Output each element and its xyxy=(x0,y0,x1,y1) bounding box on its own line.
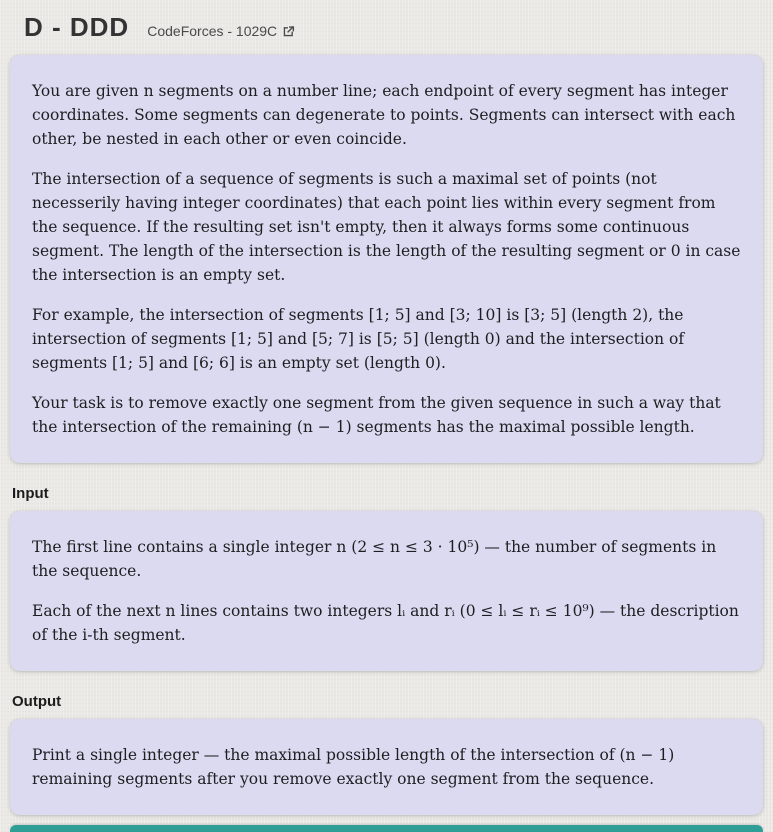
output-label: Output xyxy=(12,693,62,711)
statement-paragraphs xyxy=(32,79,741,439)
input-paragraphs xyxy=(32,535,741,647)
paragraph: The intersection of a sequence of segments is such a maximal set of points (not necesserily having integer coordinates) that each point lies within every segment from the sequence. If the resulting set isn't empty, then it always forms some continuous segment. The length of the intersection is the length of the resulting segment or 0 in case the intersection is an empty set. xyxy=(32,170,741,285)
output-card xyxy=(10,719,763,815)
paragraph: Print a single integer — the maximal possible length of the intersection of (n − 1) remaining segments after you remove exactly one segment from the sequence. xyxy=(32,746,675,789)
paragraph: The first line contains a single integer n (2 ≤ n ≤ 3 · 10⁵) — the number of segments in the sequence. xyxy=(32,538,717,581)
input-card xyxy=(10,511,763,671)
input-label: Input xyxy=(12,485,49,503)
source-link[interactable] xyxy=(147,23,295,39)
header xyxy=(0,0,773,51)
paragraph: Each of the next n lines contains two integers lᵢ and rᵢ (0 ≤ lᵢ ≤ rᵢ ≤ 10⁹) — the description of the i-th segment. xyxy=(32,602,739,645)
paragraph: For example, the intersection of segments [1; 5] and [3; 10] is [3; 5] (length 2), the intersection of segments [1; 5] and [5; 7] is [5; 5] (length 0) and the intersection of segments [1; 5] and [6; 6] is an empty set (length 0). xyxy=(32,306,685,373)
accent-bar xyxy=(10,825,763,832)
paragraph: Your task is to remove exactly one segment from the given sequence in such a way that the intersection of the remaining (n − 1) segments has the maximal possible length. xyxy=(32,394,721,437)
source-label: CodeForces - 1029C xyxy=(147,23,278,39)
page-title: D - DDD xyxy=(24,12,130,42)
paragraph: You are given n segments on a number line; each endpoint of every segment has integer coordinates. Some segments can degenerate to points. Segments can intersect with each other, be nested in each other or even coincide. xyxy=(32,82,736,149)
external-link-icon xyxy=(282,25,295,38)
output-paragraphs xyxy=(32,743,741,791)
statement-card xyxy=(10,55,763,463)
